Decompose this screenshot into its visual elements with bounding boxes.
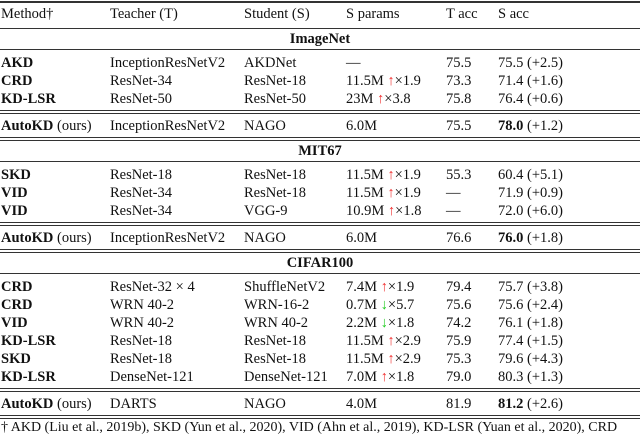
params-factor: ×1.9 — [387, 279, 415, 295]
student-cell: ResNet-50 — [244, 91, 307, 107]
params-value: — — [346, 55, 361, 71]
table-rule — [0, 140, 640, 141]
student-cell: NAGO — [244, 118, 286, 134]
sacc-delta: (+2.4) — [527, 297, 563, 313]
arrow-up-icon: ↑ — [387, 167, 395, 183]
header-method: Method† — [1, 6, 54, 22]
sacc-delta: (+6.0) — [527, 203, 563, 219]
method-cell: SKD — [1, 351, 31, 367]
table-row — [0, 296, 640, 314]
params-cell — [346, 184, 421, 202]
method-name: AutoKD — [1, 230, 54, 246]
params-value: 11.5M — [346, 73, 384, 89]
section-title — [0, 30, 640, 48]
sacc-cell — [498, 332, 563, 350]
method-cell — [1, 395, 92, 413]
table-row — [0, 314, 640, 332]
table-rule — [0, 252, 640, 253]
table-rule — [0, 391, 640, 392]
params-factor: ×5.7 — [387, 297, 415, 313]
sacc-delta: (+1.6) — [527, 73, 563, 89]
teacher-cell: ResNet-18 — [110, 351, 173, 367]
teacher-cell: ResNet-18 — [110, 333, 173, 349]
method-cell: KD-LSR — [1, 369, 56, 385]
sacc-value: 75.5 — [498, 55, 524, 71]
student-cell: WRN-16-2 — [244, 297, 310, 313]
sacc-delta: (+2.5) — [527, 55, 563, 71]
sacc-cell — [498, 229, 563, 247]
student-cell: ResNet-18 — [244, 73, 307, 89]
sacc-value: 76.1 — [498, 315, 524, 331]
table-rule — [0, 28, 640, 29]
sacc-value: 76.4 — [498, 91, 524, 107]
params-cell: 4.0M — [346, 396, 378, 412]
sacc-cell — [498, 368, 563, 386]
sacc-delta: (+0.6) — [527, 91, 563, 107]
teacher-cell: ResNet-34 — [110, 203, 173, 219]
sacc-value: 78.0 — [498, 118, 524, 134]
tacc-cell: 81.9 — [446, 396, 472, 412]
params-cell — [346, 350, 421, 368]
sacc-value: 71.4 — [498, 73, 524, 89]
teacher-cell: InceptionResNetV2 — [110, 55, 226, 71]
section-title — [0, 142, 640, 160]
tacc-cell: 79.4 — [446, 279, 472, 295]
tacc-cell: 75.5 — [446, 55, 472, 71]
student-cell: WRN 40-2 — [244, 315, 309, 331]
tacc-cell: 75.6 — [446, 297, 472, 313]
table-rule — [0, 388, 640, 389]
section-title — [0, 254, 640, 272]
table-row — [0, 54, 640, 72]
params-factor: ×1.9 — [394, 167, 421, 183]
params-cell — [346, 202, 421, 220]
sacc-delta: (+1.8) — [527, 230, 563, 246]
params-cell: 6.0M — [346, 118, 378, 134]
student-cell: NAGO — [244, 396, 286, 412]
teacher-cell: InceptionResNetV2 — [110, 118, 226, 134]
params-cell — [346, 296, 414, 314]
params-factor: ×1.9 — [394, 73, 421, 89]
method-suffix: (ours) — [57, 230, 92, 246]
sacc-value: 79.6 — [498, 351, 524, 367]
params-factor: ×1.8 — [395, 203, 422, 219]
sacc-value: 80.3 — [498, 369, 524, 385]
params-cell — [346, 90, 411, 108]
header-sacc: S acc — [498, 6, 529, 22]
sacc-cell — [498, 202, 563, 220]
student-cell: ResNet-18 — [244, 351, 307, 367]
sacc-value: 81.2 — [498, 396, 524, 412]
sacc-delta: (+4.3) — [527, 351, 563, 367]
params-value: 2.2M — [346, 315, 378, 331]
sacc-delta: (+0.9) — [527, 185, 563, 201]
teacher-cell: ResNet-18 — [110, 167, 173, 183]
params-cell: 6.0M — [346, 230, 378, 246]
ours-row — [0, 395, 640, 413]
teacher-cell: DenseNet-121 — [110, 369, 194, 385]
sacc-value: 77.4 — [498, 333, 524, 349]
sacc-cell — [498, 278, 563, 296]
teacher-cell: ResNet-32 × 4 — [110, 279, 195, 295]
student-cell: ResNet-18 — [244, 333, 307, 349]
sacc-cell — [498, 72, 563, 90]
teacher-cell: ResNet-34 — [110, 185, 173, 201]
params-value: 7.0M — [346, 369, 378, 385]
params-cell — [346, 72, 421, 90]
method-cell: KD-LSR — [1, 333, 56, 349]
teacher-cell: ResNet-34 — [110, 73, 173, 89]
params-cell — [346, 314, 414, 332]
method-cell: AKD — [1, 55, 34, 71]
tacc-cell: 55.3 — [446, 167, 472, 183]
table-rule — [0, 225, 640, 226]
table-row — [0, 202, 640, 220]
sacc-cell — [498, 117, 563, 135]
sacc-delta: (+2.6) — [527, 396, 563, 412]
table-row — [0, 332, 640, 350]
table-rule — [0, 249, 640, 250]
student-cell: VGG-9 — [244, 203, 288, 219]
params-value: 11.5M — [346, 351, 384, 367]
params-factor: ×2.9 — [394, 333, 421, 349]
method-cell — [1, 229, 92, 247]
sacc-cell — [498, 166, 563, 184]
tacc-cell: 79.0 — [446, 369, 472, 385]
params-factor: ×3.8 — [384, 91, 411, 107]
tacc-cell: 73.3 — [446, 73, 472, 89]
section-title-imagenet: ImageNet — [289, 31, 351, 47]
header-tacc: T acc — [446, 6, 478, 22]
arrow-down-icon: ↓ — [380, 297, 388, 313]
table-rule — [0, 137, 640, 138]
sacc-cell — [498, 314, 563, 332]
arrow-down-icon: ↓ — [380, 315, 388, 331]
sacc-value: 72.0 — [498, 203, 524, 219]
table-row — [0, 90, 640, 108]
params-cell — [346, 278, 414, 296]
sacc-cell — [498, 90, 563, 108]
student-cell: DenseNet-121 — [244, 369, 328, 385]
section-title-mit67: MIT67 — [298, 143, 342, 159]
tacc-cell: 75.8 — [446, 91, 472, 107]
arrow-up-icon: ↑ — [387, 351, 395, 367]
method-name: AutoKD — [1, 118, 54, 134]
method-cell: CRD — [1, 279, 33, 295]
table-row — [0, 72, 640, 90]
ours-row — [0, 229, 640, 247]
header-teacher: Teacher (T) — [110, 6, 178, 22]
sacc-delta: (+1.8) — [527, 315, 563, 331]
sacc-cell — [498, 395, 563, 413]
method-cell: VID — [1, 203, 28, 219]
table-row — [0, 278, 640, 296]
sacc-delta: (+3.8) — [527, 279, 563, 295]
params-value: 11.5M — [346, 333, 384, 349]
table-rule — [0, 222, 640, 223]
sacc-value: 75.6 — [498, 297, 524, 313]
tacc-cell: 75.9 — [446, 333, 472, 349]
params-value: 23M — [346, 91, 374, 107]
arrow-up-icon: ↑ — [387, 203, 396, 219]
table-rule — [0, 418, 640, 419]
sacc-cell — [498, 184, 563, 202]
method-cell: CRD — [1, 297, 33, 313]
table-rule — [0, 1, 640, 3]
student-cell: ResNet-18 — [244, 167, 307, 183]
sacc-cell — [498, 296, 563, 314]
sacc-delta: (+1.2) — [527, 118, 563, 134]
params-factor: ×2.9 — [394, 351, 421, 367]
tacc-cell: 75.5 — [446, 118, 472, 134]
table-row — [0, 368, 640, 386]
tacc-cell: — — [446, 185, 461, 201]
params-value: 11.5M — [346, 167, 384, 183]
tacc-cell: 75.3 — [446, 351, 472, 367]
arrow-up-icon: ↑ — [387, 333, 395, 349]
params-value: 11.5M — [346, 185, 384, 201]
arrow-up-icon: ↑ — [380, 279, 388, 295]
teacher-cell: InceptionResNetV2 — [110, 230, 226, 246]
header-params: S params — [346, 6, 400, 22]
footnote: † AKD (Liu et al., 2019b), SKD (Yun et al., 2020), VID (Ahn et al., 2019), KD-LSR (Yuan et al., 2020), CRD — [1, 420, 618, 435]
arrow-up-icon: ↑ — [387, 185, 395, 201]
method-name: AutoKD — [1, 396, 54, 412]
params-factor: ×1.8 — [387, 369, 415, 385]
params-cell — [346, 166, 421, 184]
table-rule — [0, 49, 640, 50]
params-factor: ×1.9 — [394, 185, 421, 201]
student-cell: AKDNet — [244, 55, 297, 71]
table-rule — [0, 273, 640, 274]
arrow-up-icon: ↑ — [377, 91, 385, 107]
params-value: 0.7M — [346, 297, 378, 313]
params-factor: ×1.8 — [387, 315, 415, 331]
params-value: 7.4M — [346, 279, 378, 295]
sacc-value: 76.0 — [498, 230, 524, 246]
section-title-cifar100: CIFAR100 — [286, 255, 354, 271]
params-value: 10.9M — [346, 203, 385, 219]
method-cell: CRD — [1, 73, 33, 89]
method-cell — [1, 117, 92, 135]
table-rule — [0, 113, 640, 114]
sacc-cell — [498, 54, 563, 72]
header-student: Student (S) — [244, 6, 310, 22]
sacc-delta: (+5.1) — [527, 167, 563, 183]
tacc-cell: 76.6 — [446, 230, 472, 246]
student-cell: NAGO — [244, 230, 286, 246]
sacc-value: 75.7 — [498, 279, 524, 295]
student-cell: ResNet-18 — [244, 185, 307, 201]
sacc-delta: (+1.5) — [527, 333, 563, 349]
arrow-up-icon: ↑ — [380, 369, 388, 385]
teacher-cell: ResNet-50 — [110, 91, 173, 107]
params-cell — [346, 54, 361, 72]
method-suffix: (ours) — [57, 118, 92, 134]
tacc-cell: — — [446, 203, 461, 219]
student-cell: ShuffleNetV2 — [244, 279, 326, 295]
method-cell: SKD — [1, 167, 31, 183]
sacc-value: 71.9 — [498, 185, 524, 201]
table-rule — [0, 161, 640, 162]
table-rule — [0, 110, 640, 111]
params-cell — [346, 368, 414, 386]
method-cell: KD-LSR — [1, 91, 56, 107]
arrow-up-icon: ↑ — [387, 73, 395, 89]
teacher-cell: WRN 40-2 — [110, 315, 175, 331]
table-rule — [0, 415, 640, 416]
teacher-cell: WRN 40-2 — [110, 297, 175, 313]
method-suffix: (ours) — [57, 396, 92, 412]
table-row — [0, 350, 640, 368]
table-row — [0, 166, 640, 184]
method-cell: VID — [1, 185, 28, 201]
params-cell — [346, 332, 421, 350]
sacc-value: 60.4 — [498, 167, 524, 183]
header-row — [0, 5, 640, 23]
ours-row — [0, 117, 640, 135]
teacher-cell: DARTS — [110, 396, 157, 412]
method-cell: VID — [1, 315, 28, 331]
tacc-cell: 74.2 — [446, 315, 472, 331]
table-row — [0, 184, 640, 202]
sacc-cell — [498, 350, 563, 368]
sacc-delta: (+1.3) — [527, 369, 563, 385]
